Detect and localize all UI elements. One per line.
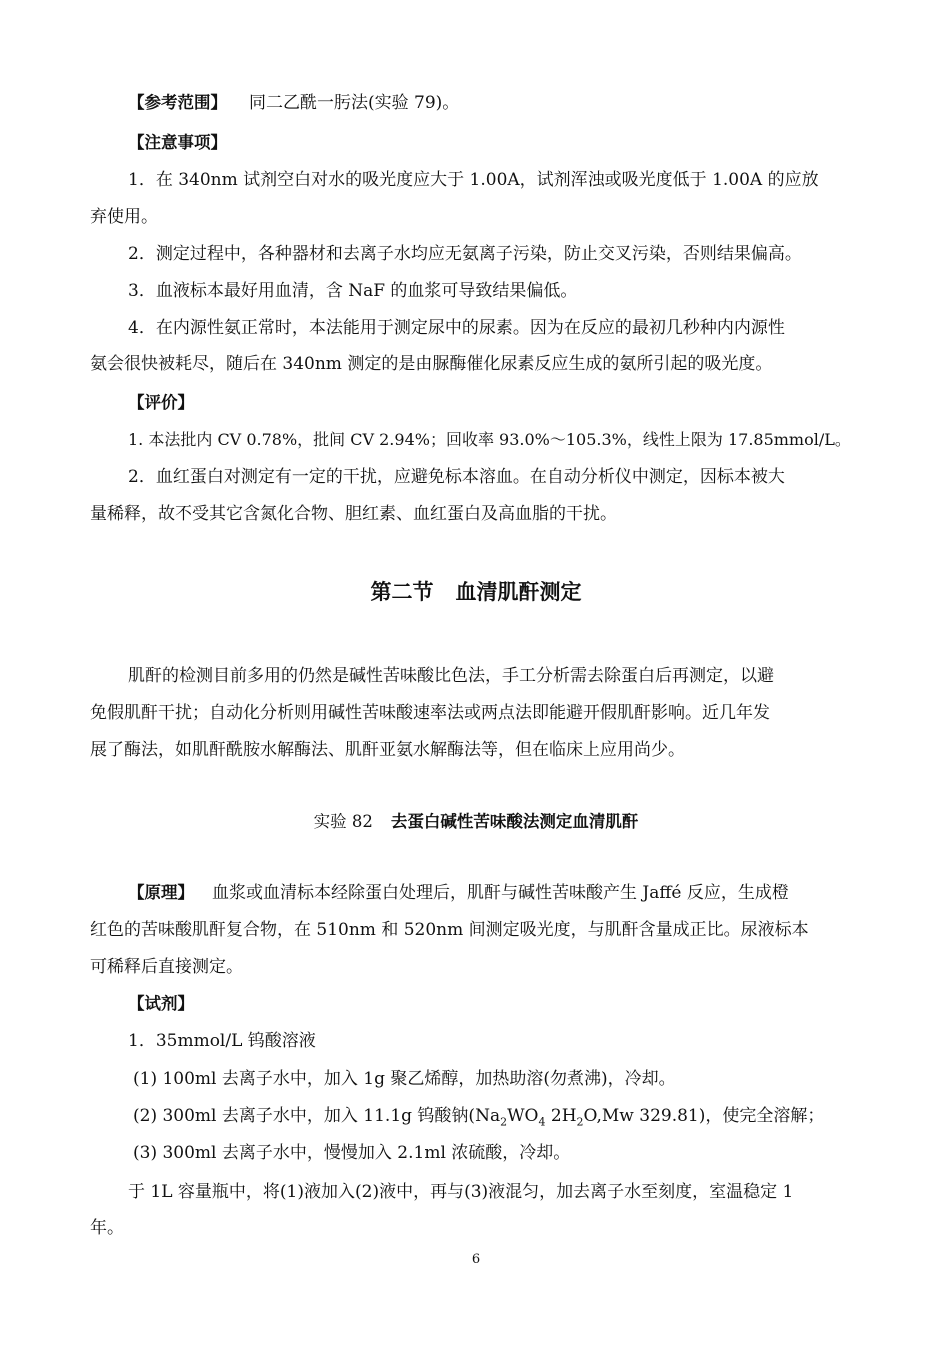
evaluation-heading: 【评价】 [128, 393, 194, 412]
reagents-step3: (3) 300ml 去离子水中，慢慢加入 2.1ml 浓硫酸，冷却。 [133, 1143, 571, 1163]
experiment-number: 实验 82 [313, 812, 373, 831]
evaluation-heading-line [128, 391, 194, 415]
reagents-final-line2: 年。 [90, 1218, 124, 1238]
principle-text-line1: 血浆或血清标本经除蛋白处理后，肌酐与碱性苦味酸产生 Jaffé 反应，生成橙 [212, 883, 789, 903]
page-number: 6 [471, 1252, 481, 1267]
notes-item4-line1: 4．在内源性氨正常时，本法能用于测定尿中的尿素。因为在反应的最初几秒种内内源性 [128, 318, 785, 338]
reagents-heading-line [128, 992, 194, 1016]
evaluation-item1: 1. 本法批内 CV 0.78%，批间 CV 2.94%；回收率 93.0%～105.3%，线性上限为 17.85mmol/L。 [128, 430, 851, 449]
evaluation-item2-line1: 2．血红蛋白对测定有一定的干扰，应避免标本溶血。在自动分析仪中测定，因标本被大 [128, 467, 785, 487]
principle-line2: 红色的苦味酸肌酐复合物，在 510nm 和 520nm 间测定吸光度，与肌酐含量成正比。尿液标本 [90, 920, 809, 940]
principle-line3: 可稀释后直接测定。 [90, 957, 243, 977]
reagents-final-line1: 于 1L 容量瓶中，将(1)液加入(2)液中，再与(3)液混匀，加去离子水至刻度，室温稳定 1 [128, 1182, 794, 1202]
section-title [0, 578, 952, 606]
reagents-step2-part-a: (2) 300ml 去离子水中，加入 11.1g 钨酸钠(Na [133, 1106, 501, 1126]
reagents-step2-part-d: O,Mw 329.81)，使完全溶解； [583, 1106, 825, 1126]
experiment-title-text: 去蛋白碱性苦味酸法测定血清肌酐 [390, 812, 639, 831]
reagents-item1: 1．35mmol/L 钨酸溶液 [128, 1031, 316, 1051]
intro-line1: 肌酐的检测目前多用的仍然是碱性苦味酸比色法，手工分析需去除蛋白后再测定，以避 [128, 666, 774, 686]
principle-line1 [128, 881, 789, 905]
reagents-step2-part-c: 2H [545, 1106, 577, 1126]
section-number: 第二节 [370, 580, 434, 604]
reagents-step2-part-b: WO [507, 1106, 539, 1126]
ref-range-heading: 【参考范围】 [128, 93, 227, 112]
evaluation-item2-line2: 量稀释，故不受其它含氮化合物、胆红素、血红蛋白及高血脂的干扰。 [90, 504, 617, 524]
notes-item2: 2．测定过程中，各种器材和去离子水均应无氨离子污染，防止交叉污染，否则结果偏高。 [128, 244, 802, 264]
reagents-step1: (1) 100ml 去离子水中，加入 1g 聚乙烯醇，加热助溶(勿煮沸)，冷却。 [133, 1069, 676, 1089]
notes-item3: 3．血液标本最好用血清，含 NaF 的血浆可导致结果偏低。 [128, 281, 578, 301]
notes-heading: 【注意事项】 [128, 133, 227, 152]
reagents-step2-sub1: 2 [500, 1115, 508, 1129]
ref-range-line [128, 91, 459, 115]
intro-line2: 免假肌酐干扰；自动化分析则用碱性苦味酸速率法或两点法即能避开假肌酐影响。近几年发 [90, 703, 770, 723]
section-title-text: 血清肌酐测定 [455, 580, 582, 604]
notes-item4-line2: 氨会很快被耗尽，随后在 340nm 测定的是由脲酶催化尿素反应生成的氨所引起的吸光度。 [90, 354, 773, 374]
reagents-step2-sub3: 2 [576, 1115, 584, 1129]
notes-heading-line [128, 131, 227, 155]
reagents-heading: 【试剂】 [128, 994, 194, 1013]
notes-item1-line1: 1．在 340nm 试剂空白对水的吸光度应大于 1.00A，试剂浑浊或吸光度低于 1.00A 的应放 [128, 170, 819, 190]
ref-range-text: 同二乙酰一肟法(实验 79)。 [249, 93, 460, 113]
reagents-step2-sub2: 4 [538, 1115, 546, 1129]
intro-line3: 展了酶法，如肌酐酰胺水解酶法、肌酐亚氨水解酶法等，但在临床上应用尚少。 [90, 740, 685, 760]
principle-heading: 【原理】 [128, 883, 194, 902]
experiment-title [0, 810, 952, 834]
reagents-step2 [133, 1104, 824, 1128]
notes-item1-line2: 弃使用。 [90, 207, 158, 227]
